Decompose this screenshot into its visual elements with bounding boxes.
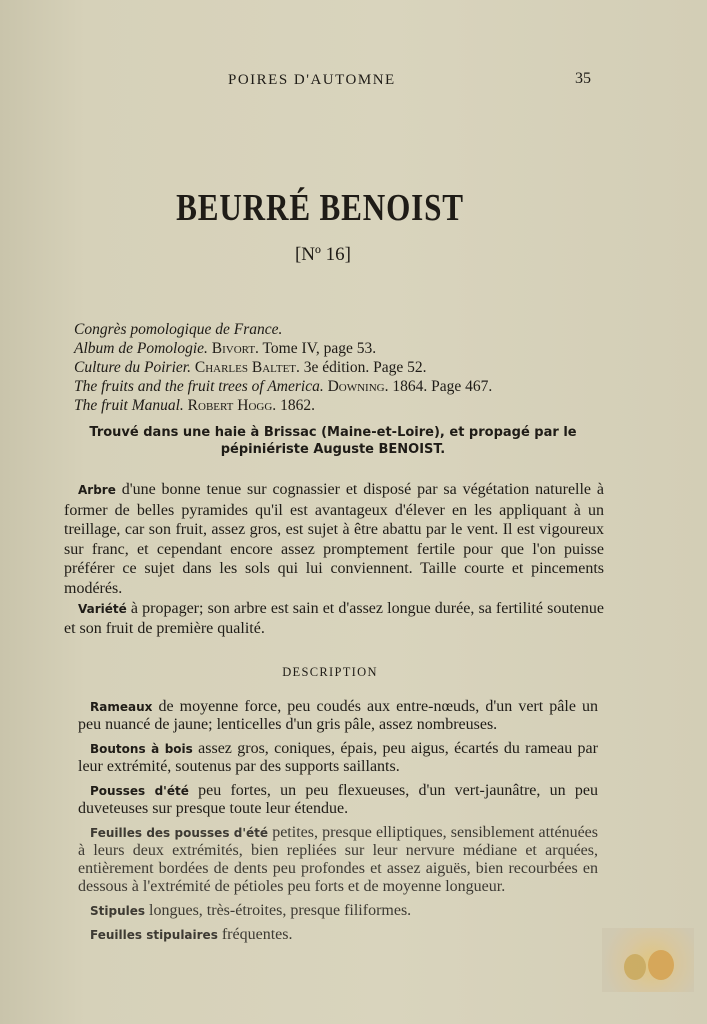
reference-title: The fruit Manual. — [74, 397, 184, 414]
reference-line — [74, 339, 634, 358]
reference-title: The fruits and the fruit trees of America. — [74, 378, 324, 395]
page-title: BEURRÉ BENOIST — [176, 187, 464, 229]
reference-author: Downing. — [327, 378, 389, 395]
reference-line — [74, 396, 634, 415]
reference-author: Bivort. — [211, 340, 259, 357]
reference-line — [74, 377, 634, 396]
item-lead: Rameaux — [90, 700, 153, 714]
paragraph-text: d'une bonne tenue sur cognassier et disposé par sa végétation naturelle à former de belles pyramides qu'il est avantageux d'élever en les appliquant à un treillage, car son fruit, assez gros, est sujet à être abattu par le vent. Il est vigoureux sur franc, et cependant encore assez promptement fertile pour que l'on puisse préférer ce sujet dans les sols qui lui conviennent. Taille courte et pincements modérés. — [64, 481, 604, 597]
item-lead: Feuilles stipulaires — [90, 928, 218, 942]
description-section — [78, 698, 598, 950]
reference-title: Congrès pomologique de France. — [74, 321, 283, 338]
tree-description — [64, 480, 604, 639]
description-item — [78, 782, 598, 818]
reference-title: Album de Pomologie. — [74, 340, 208, 357]
item-text: de moyenne force, peu coudés aux entre-nœuds, d'un vert pâle un peu nuancé de jaune; lenticelles d'un gris pâle, assez nombreuses. — [78, 698, 598, 733]
item-lead: Pousses d'été — [90, 784, 189, 798]
paragraph-lead: Variété — [78, 601, 127, 616]
item-lead: Boutons à bois — [90, 742, 193, 756]
description-item — [78, 902, 598, 920]
item-text: fréquentes. — [217, 926, 293, 943]
paragraph — [64, 599, 604, 639]
reference-details: 3e édition. Page 52. — [299, 359, 427, 376]
reference-author: Charles Baltet. — [194, 359, 300, 376]
reference-title: Culture du Poirier. — [74, 359, 191, 376]
description-item — [78, 698, 598, 734]
item-text: petites, presque elliptiques, sensiblement atténuées à leurs deux extrémités, bien repliées sur leur nervure médiane et arquées, entièrement bordées de dents peu profondes et assez aiguës, bien recourbées en dessous à l'extrémité de pétioles peu forts et de moyenne longueur. — [78, 824, 598, 895]
reference-details: Tome IV, page 53. — [258, 340, 377, 357]
origin-note: Trouvé dans une haie à Brissac (Maine-et-Loire), et propagé par le pépiniériste Auguste BENOIST. — [89, 425, 577, 457]
paragraph-text: à propager; son arbre est sain et d'assez longue durée, sa fertilité soutenue et son fruit de première qualité. — [64, 599, 604, 638]
bibliography — [74, 320, 634, 415]
item-text: assez gros, coniques, épais, peu aigus, écartés du rameau par leur extrémité, soutenus par des supports saillants. — [78, 740, 598, 775]
description-item — [78, 824, 598, 896]
variety-number: [Nº 16] — [294, 244, 352, 265]
description-item — [78, 926, 598, 944]
reference-details: 1862. — [276, 397, 315, 414]
page-number: 35 — [575, 70, 591, 87]
paragraph — [64, 480, 604, 599]
description-heading: DESCRIPTION — [282, 665, 378, 679]
reference-line — [74, 358, 634, 377]
item-lead: Stipules — [90, 904, 146, 918]
running-head: POIRES D'AUTOMNE — [228, 72, 396, 88]
reference-details: 1864. Page 467. — [388, 378, 493, 395]
item-text: longues, très-étroites, presque filiformes. — [145, 902, 412, 919]
reference-author: Robert Hogg. — [187, 397, 277, 414]
fruit-thumbnail-icon — [602, 928, 694, 992]
reference-line — [74, 320, 634, 339]
item-lead: Feuilles des pousses d'été — [90, 826, 269, 840]
description-item — [78, 740, 598, 776]
paragraph-lead: Arbre — [78, 483, 116, 497]
item-text: peu fortes, un peu flexueuses, d'un vert-jaunâtre, un peu duveteuses sur presque toute leur étendue. — [78, 782, 598, 817]
